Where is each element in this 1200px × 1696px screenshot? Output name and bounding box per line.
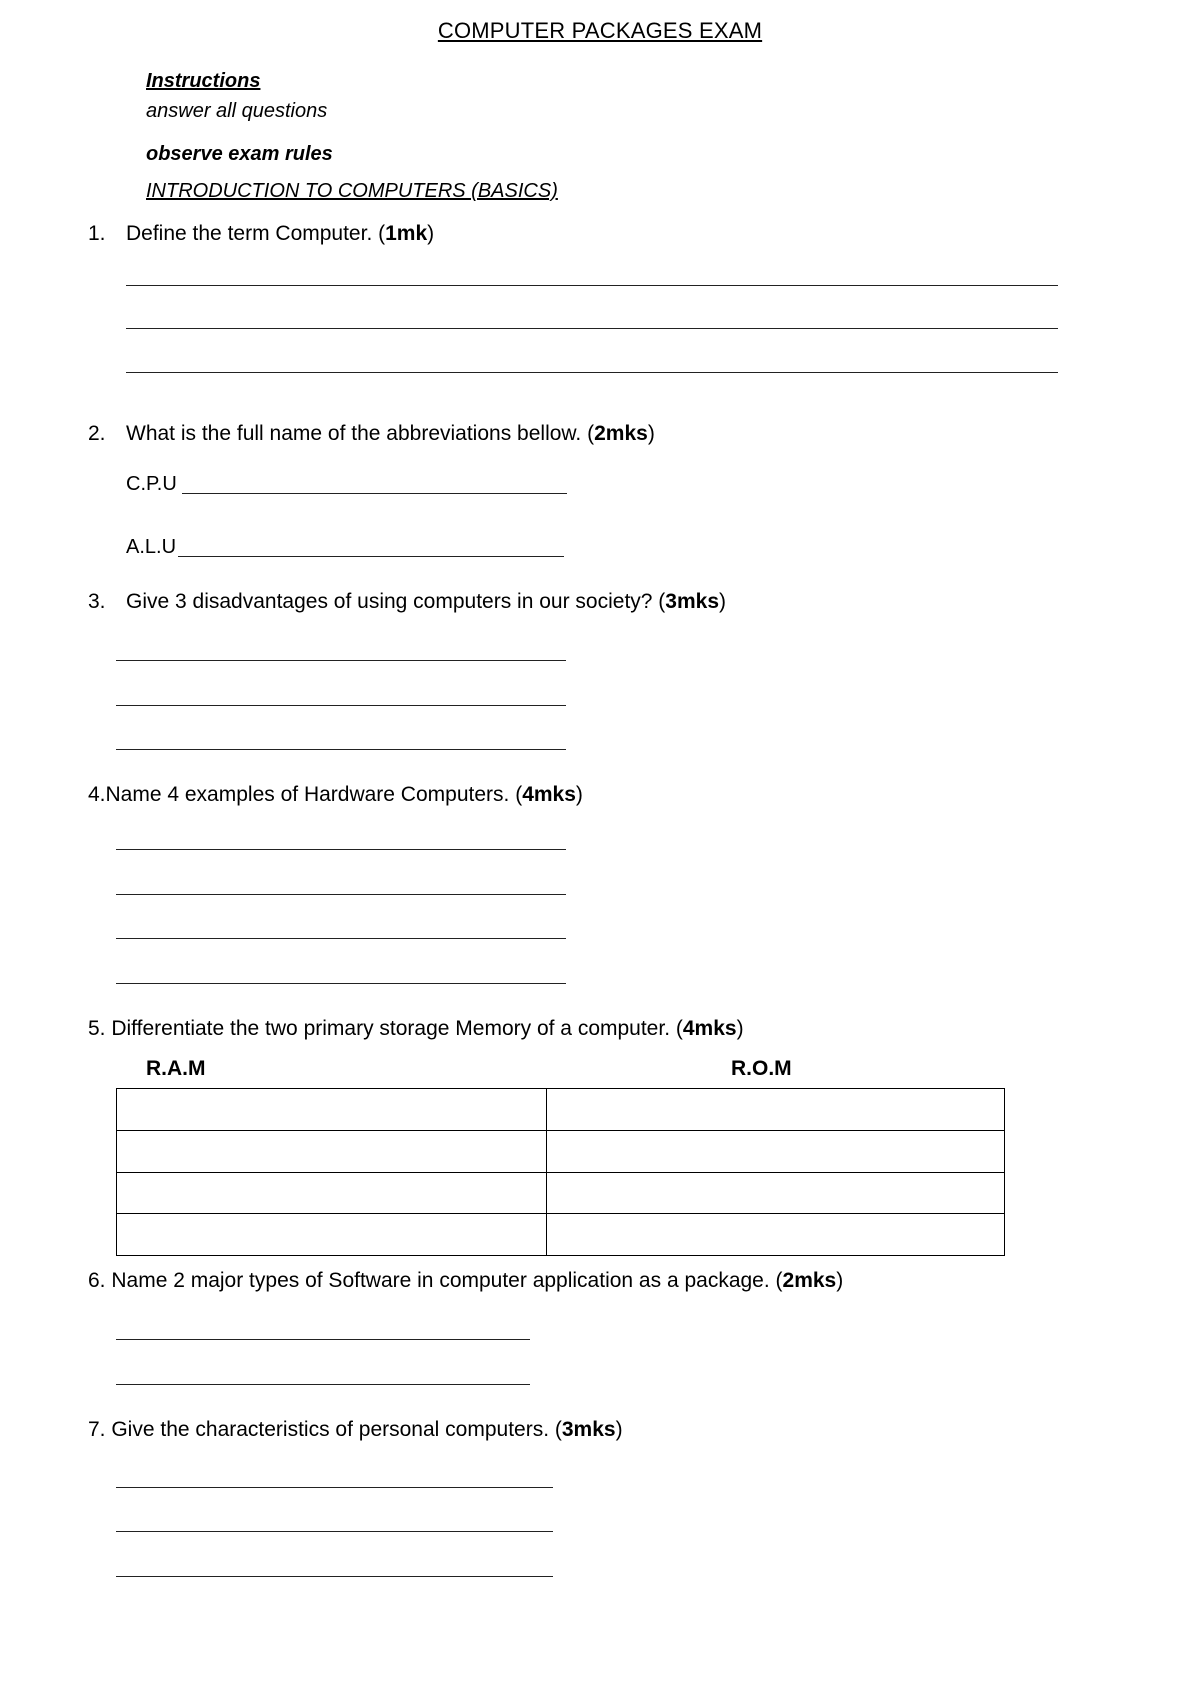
answer-line[interactable] xyxy=(116,849,566,850)
instruction-answer-all: answer all questions xyxy=(146,100,328,122)
answer-line[interactable] xyxy=(116,1531,553,1532)
abbreviation-alu-label: A.L.U xyxy=(126,536,177,558)
answer-line[interactable] xyxy=(116,1487,553,1488)
ram-column-heading: R.A.M xyxy=(146,1057,206,1080)
question-text: Name 2 major types of Software in computer application as a package. xyxy=(105,1269,776,1292)
question-2: 2. What is the full name of the abbreviations bellow. (2mks) xyxy=(88,422,655,445)
table-row xyxy=(117,1089,1005,1131)
table-row xyxy=(117,1130,1005,1172)
question-marks: 4mks xyxy=(522,783,576,806)
answer-line[interactable] xyxy=(126,372,1058,373)
question-marks: 2mks xyxy=(782,1269,837,1292)
question-number: 6. xyxy=(88,1269,106,1292)
abbreviation-cpu-label: C.P.U xyxy=(126,473,177,495)
answer-line[interactable] xyxy=(116,894,566,895)
question-marks: 2mks xyxy=(594,422,648,445)
question-text: Differentiate the two primary storage Memory of a computer. xyxy=(105,1017,676,1040)
section-heading: INTRODUCTION TO COMPUTERS (BASICS) xyxy=(146,180,558,202)
answer-line[interactable] xyxy=(116,938,566,939)
question-marks: 3mks xyxy=(665,590,720,613)
table-row xyxy=(117,1172,1005,1214)
ram-cell[interactable] xyxy=(117,1089,547,1131)
question-3: 3. Give 3 disadvantages of using computers in our society? (3mks) xyxy=(88,590,727,613)
answer-line[interactable] xyxy=(126,328,1058,329)
question-5: 5. Differentiate the two primary storage Memory of a computer. (4mks) xyxy=(88,1017,744,1040)
ram-cell[interactable] xyxy=(117,1130,547,1172)
question-text: Give 3 disadvantages of using computers in our society? xyxy=(126,590,659,613)
memory-comparison-table xyxy=(116,1088,1005,1256)
answer-line[interactable] xyxy=(116,660,566,661)
rom-column-heading: R.O.M xyxy=(731,1057,792,1080)
question-number: 2. xyxy=(88,422,106,445)
answer-line[interactable] xyxy=(126,285,1058,286)
alu-answer-line[interactable] xyxy=(178,556,564,557)
question-marks: 1mk xyxy=(385,222,428,245)
table-row xyxy=(117,1214,1005,1256)
question-number: 1. xyxy=(88,222,106,245)
rom-cell[interactable] xyxy=(546,1130,1004,1172)
rom-cell[interactable] xyxy=(546,1089,1004,1131)
question-number: 5. xyxy=(88,1017,106,1040)
question-number: 7. xyxy=(88,1418,106,1441)
question-number: 3. xyxy=(88,590,106,613)
question-marks: 3mks xyxy=(561,1418,616,1441)
ram-cell[interactable] xyxy=(117,1172,547,1214)
cpu-answer-line[interactable] xyxy=(182,493,567,494)
answer-line[interactable] xyxy=(116,1576,553,1577)
ram-cell[interactable] xyxy=(117,1214,547,1256)
exam-title: COMPUTER PACKAGES EXAM xyxy=(437,18,763,43)
question-number: 4. xyxy=(88,783,106,806)
answer-line[interactable] xyxy=(116,749,566,750)
answer-line[interactable] xyxy=(116,983,566,984)
answer-line[interactable] xyxy=(116,1384,530,1385)
question-text: Name 4 examples of Hardware Computers. xyxy=(105,783,516,806)
question-text: Define the term Computer. xyxy=(126,222,379,245)
question-marks: 4mks xyxy=(682,1017,737,1040)
question-6: 6. Name 2 major types of Software in computer application as a package. (2mks) xyxy=(88,1269,844,1292)
question-text: What is the full name of the abbreviations bellow. xyxy=(126,422,588,445)
answer-line[interactable] xyxy=(116,1339,530,1340)
question-1: 1. Define the term Computer. (1mk) xyxy=(88,222,435,245)
question-text: Give the characteristics of personal computers. xyxy=(105,1418,555,1441)
instruction-observe-rules: observe exam rules xyxy=(146,143,333,165)
rom-cell[interactable] xyxy=(546,1214,1004,1256)
answer-line[interactable] xyxy=(116,705,566,706)
rom-cell[interactable] xyxy=(546,1172,1004,1214)
question-4: 4.Name 4 examples of Hardware Computers. (4mks) xyxy=(88,783,583,806)
instructions-heading: Instructions xyxy=(146,70,261,92)
question-7: 7. Give the characteristics of personal computers. (3mks) xyxy=(88,1418,623,1441)
